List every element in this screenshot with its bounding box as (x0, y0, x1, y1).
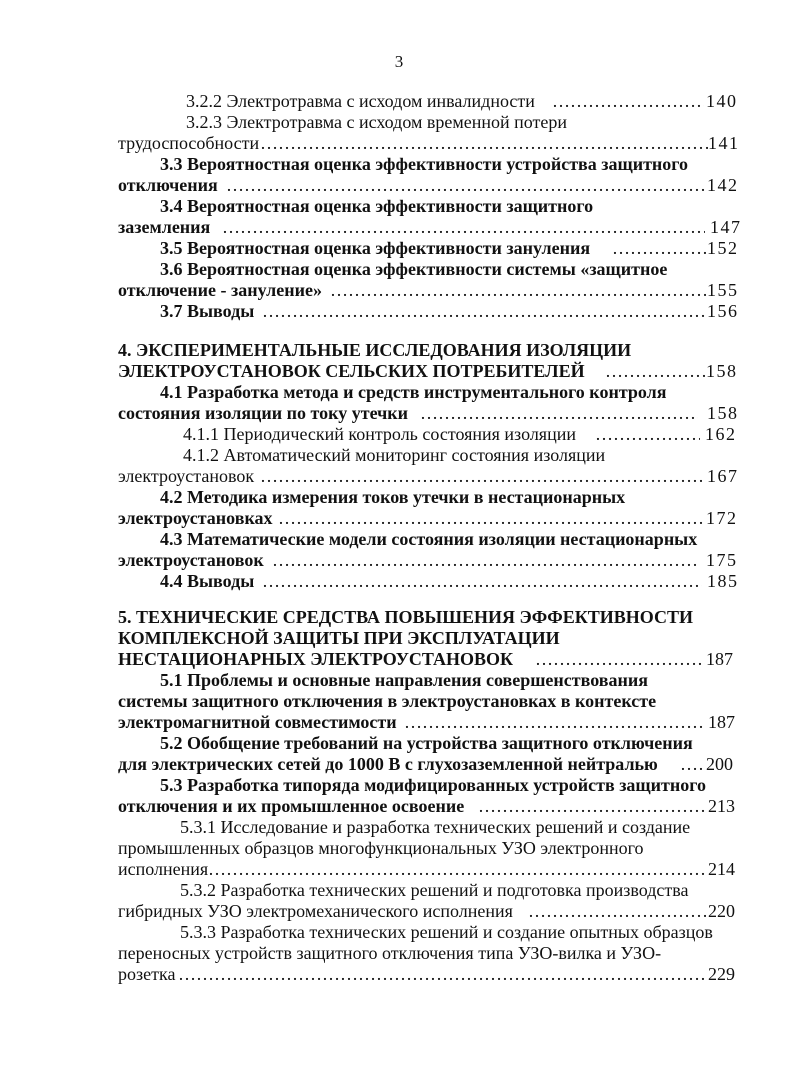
toc-page-number: 141 (708, 133, 740, 153)
toc-entry-text: 5.3 Разработка типоряда модифицированных устройств защитного (160, 775, 706, 795)
dot-leader (260, 133, 708, 154)
dot-leader (208, 859, 706, 880)
toc-page-number: 185 (707, 571, 739, 591)
toc-entry-text: 3.7 Выводы (160, 301, 255, 321)
toc-entry-text: исполнения (118, 859, 209, 879)
toc-entry-text: отключения и их промышленное освоение (118, 796, 465, 816)
toc-page-number: 147 (710, 217, 742, 237)
chapter-title: НЕСТАЦИОНАРНЫХ ЭЛЕКТРОУСТАНОВОК (118, 649, 514, 669)
dot-leader (478, 796, 706, 817)
toc-entry-text: розетка (118, 964, 176, 984)
toc-page-number: 156 (707, 301, 739, 321)
toc-entry-text: 3.2.3 Электротравма с исходом временной потери (186, 112, 568, 132)
toc-entry-text: 4.2 Методика измерения токов утечки в нестационарных (160, 487, 626, 507)
toc-entry-text: 5.3.3 Разработка технических решений и создание опытных образцов (180, 922, 713, 942)
chapter-title: 4. ЭКСПЕРИМЕНТАЛЬНЫЕ ИССЛЕДОВАНИЯ ИЗОЛЯЦИИ (118, 340, 632, 360)
toc-page-number: 142 (707, 175, 739, 195)
chapter-title: 5. ТЕХНИЧЕСКИЕ СРЕДСТВА ПОВЫШЕНИЯ ЭФФЕКТИВНОСТИ (118, 607, 694, 627)
toc-entry-text: 3.6 Вероятностная оценка эффективности системы «защитное (160, 259, 668, 279)
toc-page-number: 167 (707, 466, 739, 486)
toc-entry-text: трудоспособности (118, 133, 260, 153)
toc-entry-text: отключение - зануление» (118, 280, 322, 300)
chapter-title: ЭЛЕКТРОУСТАНОВОК СЕЛЬСКИХ ПОТРЕБИТЕЛЕЙ (118, 361, 585, 381)
toc-entry-text: отключения (118, 175, 218, 195)
dot-leader (535, 649, 705, 670)
toc-page-number: 187 (708, 712, 735, 732)
toc-entry-text: 5.2 Обобщение требований на устройства защитного отключения (160, 733, 693, 753)
toc-page-number: 229 (708, 964, 735, 984)
dot-leader (222, 217, 705, 238)
toc-entry-text: гибридных УЗО электромеханического исполнения (118, 901, 513, 921)
toc-page-number: 158 (706, 361, 738, 381)
dot-leader (595, 424, 700, 445)
toc-page-number: 162 (705, 424, 737, 444)
toc-entry-text: 4.4 Выводы (160, 571, 255, 591)
toc-page-number: 155 (707, 280, 739, 300)
toc-entry-text: электроустановок (118, 550, 264, 570)
dot-leader (612, 238, 706, 259)
dot-leader (262, 301, 707, 322)
toc-entry-text: переносных устройств защитного отключения типа УЗО-вилка и УЗО- (118, 943, 662, 963)
dot-leader (528, 901, 706, 922)
toc-page-number: 187 (706, 649, 733, 669)
dot-leader (226, 175, 707, 196)
toc-page-number: 172 (706, 508, 738, 528)
toc-page-number: 175 (706, 550, 738, 570)
dot-leader (605, 361, 705, 382)
toc-entry-text: 5.3.1 Исследование и разработка технических решений и создание (180, 817, 691, 837)
toc-entry-text: 3.4 Вероятностная оценка эффективности защитного (160, 196, 594, 216)
dot-leader (262, 571, 702, 592)
toc-entry-text: 4.1 Разработка метода и средств инструментального контроля (160, 382, 667, 402)
toc-page-number: 213 (708, 796, 735, 816)
toc-entry-text: 3.2.2 Электротравма с исходом инвалидности (186, 91, 535, 111)
chapter-title: КОМПЛЕКСНОЙ ЗАЩИТЫ ПРИ ЭКСПЛУАТАЦИИ (118, 628, 560, 648)
toc-entry-text: 5.1 Проблемы и основные направления совершенствования (160, 670, 648, 690)
toc-entry-text: 4.1.2 Автоматический мониторинг состояния изоляции (183, 445, 606, 465)
toc-page-number: 220 (708, 901, 735, 921)
dot-leader (260, 466, 702, 487)
dot-leader (420, 403, 698, 424)
dot-leader (680, 754, 704, 775)
toc-entry-text: промышленных образцов многофункциональных УЗО электронного (118, 838, 644, 858)
toc-page-number: 200 (706, 754, 733, 774)
toc-entry-text: для электрических сетей до 1000 В с глухозаземленной нейтралью (118, 754, 658, 774)
toc-entry-text: электромагнитной совместимости (118, 712, 397, 732)
toc-entry-text: состояния изоляции по току утечки (118, 403, 409, 423)
toc-entry-text: 3.5 Вероятностная оценка эффективности зануления (160, 238, 591, 258)
toc-entry-text: 3.3 Вероятностная оценка эффективности устройства защитного (160, 154, 689, 174)
toc-page-number: 214 (708, 859, 735, 879)
dot-leader (404, 712, 704, 733)
dot-leader (552, 91, 704, 112)
dot-leader (178, 964, 706, 985)
page-number: 3 (394, 52, 404, 71)
toc-entry-text: 4.1.1 Периодический контроль состояния изоляции (183, 424, 576, 444)
dot-leader (272, 550, 700, 571)
toc-entry-text: 5.3.2 Разработка технических решений и подготовка производства (180, 880, 689, 900)
toc-entry-text: электроустановках (118, 508, 273, 528)
dot-leader (330, 280, 706, 301)
toc-page-number: 152 (707, 238, 739, 258)
toc-page-number: 158 (707, 403, 739, 423)
dot-leader (278, 508, 706, 529)
toc-entry-text: заземления (118, 217, 211, 237)
toc-page-number: 140 (706, 91, 738, 111)
toc-entry-text: электроустановок (118, 466, 255, 486)
toc-entry-text: 4.3 Математические модели состояния изоляции нестационарных (160, 529, 698, 549)
toc-entry-text: системы защитного отключения в электроустановках в контексте (118, 691, 657, 711)
